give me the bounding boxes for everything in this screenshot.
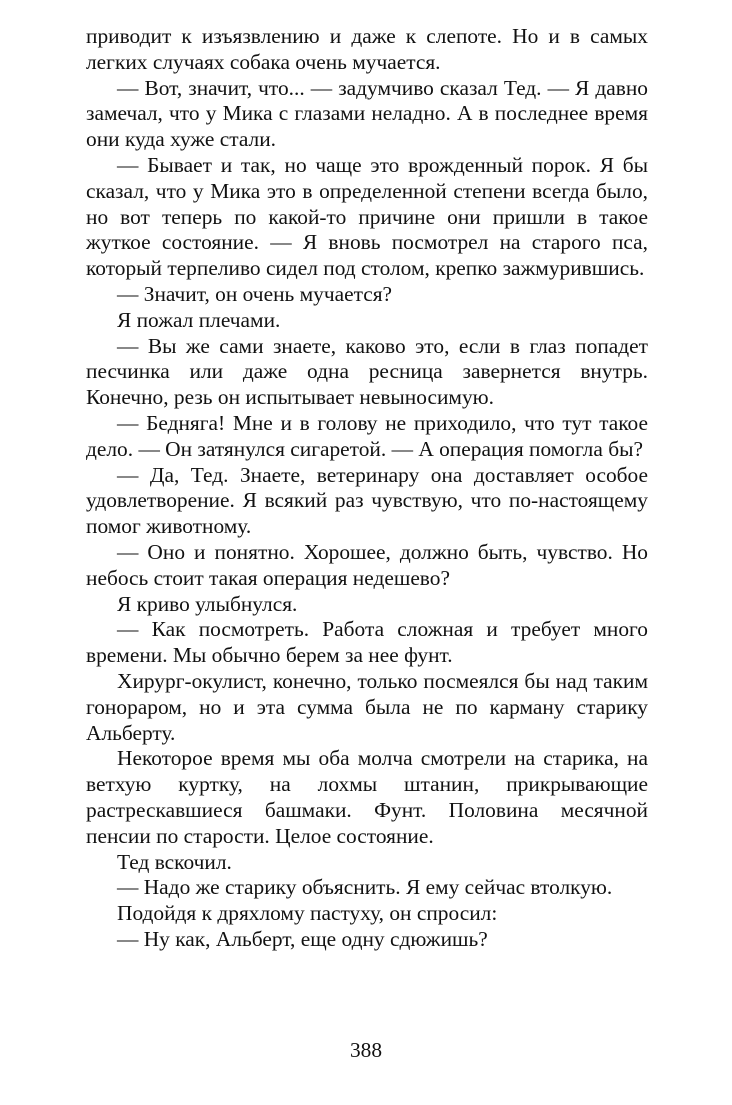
paragraph: Некоторое время мы оба молча смотрели на старика, на ветхую куртку, на лохмы штанин, прикрывающие растрескавшиеся башмаки. Фунт. Половина месячной пенсии по старости. Целое состояние.	[86, 746, 648, 848]
paragraph: приводит к изъязвлению и даже к слепоте. Но и в самых легких случаях собака очень мучается.	[86, 24, 648, 74]
paragraph: — Ну как, Альберт, еще одну сдюжишь?	[117, 926, 488, 951]
book-page-text	[86, 24, 648, 953]
paragraph: — Да, Тед. Знаете, ветеринару она доставляет особое удовлетворение. Я всякий раз чувствую, что по-настоящему помог животному.	[86, 462, 648, 539]
paragraph: Подойдя к дряхлому пастуху, он спросил:	[117, 901, 498, 926]
paragraph: Тед вскочил.	[117, 849, 232, 874]
page-number: 388	[349, 1038, 383, 1062]
paragraph: Я пожал плечами.	[117, 307, 281, 332]
paragraph: — Вот, значит, что... — задумчиво сказал Тед. — Я давно замечал, что у Мика с глазами неладно. А в последнее время они куда хуже стали.	[86, 75, 648, 152]
paragraph: — Бедняга! Мне и в голову не приходило, что тут такое дело. — Он затянулся сигаретой. — А операция помогла бы?	[86, 410, 648, 461]
paragraph: — Вы же сами знаете, каково это, если в глаз попадет песчинка или даже одна ресница завернется внутрь. Конечно, резь он испытывает невыносимую.	[86, 333, 648, 410]
paragraph: — Надо же старику объяснить. Я ему сейчас втолкую.	[117, 875, 613, 900]
paragraph: — Оно и понятно. Хорошее, должно быть, чувство. Но небось стоит такая операция недешево?	[86, 539, 648, 590]
paragraph: Хирург-окулист, конечно, только посмеялся бы над таким гонораром, но и эта сумма была не по карману старику Альберту.	[86, 668, 648, 745]
paragraph: Я криво улыбнулся.	[117, 591, 298, 616]
paragraph: — Как посмотреть. Работа сложная и требует много времени. Мы обычно берем за нее фунт.	[86, 617, 648, 668]
paragraph: — Бывает и так, но чаще это врожденный порок. Я бы сказал, что у Мика это в определенной степени всегда было, но вот теперь по какой-то причине они пришли в такое жуткое состояние. — Я вновь посмотрел на старого пса, который терпеливо сидел под столом, крепко зажмурившись.	[86, 152, 648, 281]
paragraph: — Значит, он очень мучается?	[117, 281, 393, 306]
